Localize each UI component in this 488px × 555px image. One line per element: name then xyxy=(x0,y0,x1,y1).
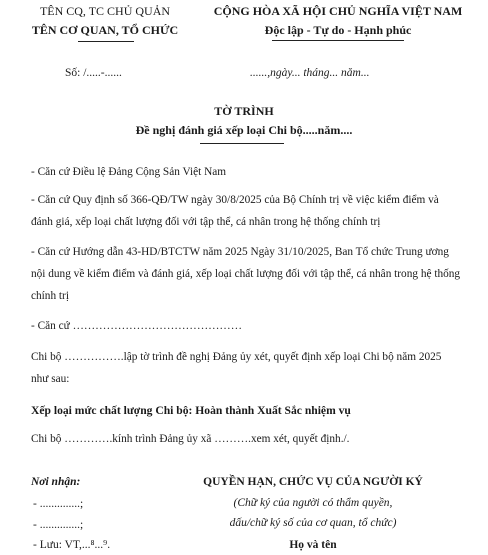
signer-note: (Chữ ký của người có thẩm quyền, xyxy=(233,497,393,509)
basis-regulation-366: - Căn cứ Quy định số 366-QĐ/TW ngày 30/8/2025 của Bộ Chính trị về việc kiểm điểm và đánh giá, xếp loại chất lượng đối với tập thể, cá nhân trong hệ thống chính trị xyxy=(31,194,439,228)
document-subtitle: Đề nghị đánh giá xếp loại Chi bộ.....năm.... xyxy=(135,123,353,137)
country-name: CỘNG HÒA XÃ HỘI CHỦ NGHĨA VIỆT NAM xyxy=(213,4,463,18)
national-motto: Độc lập - Tự do - Hạnh phúc xyxy=(264,23,412,37)
signer-name: Họ và tên xyxy=(289,539,337,551)
recipient-item: - ..............; xyxy=(33,498,84,510)
org-underline xyxy=(78,41,134,42)
proposal-paragraph: Chi bộ …………….lập tờ trình đề nghị Đảng ủy xét, quyết định xếp loại Chi bộ năm 2025 như sau: xyxy=(31,351,442,385)
document-title: TỜ TRÌNH xyxy=(214,104,274,118)
basis-other: - Căn cứ ……………………………………… xyxy=(31,320,243,332)
closing-request: Chi bộ ………….kính trình Đảng ủy xã ……….xem xét, quyết định./. xyxy=(31,433,350,445)
parent-org-name: TÊN CQ, TC CHỦ QUẢN xyxy=(39,4,171,18)
basis-guideline-43: - Căn cứ Hướng dẫn 43-HD/BTCTW năm 2025 Ngày 31/10/2025, Ban Tổ chức Trung ương nội dung về kiểm điểm và đánh giá, xếp loại chất lượng đối với tập thể, cá nhân trong hệ thống chính trị xyxy=(31,246,461,302)
signer-note: dấu/chữ ký số của cơ quan, tổ chức) xyxy=(229,517,397,529)
archive-note: - Lưu: VT,...⁸...⁹. xyxy=(33,539,111,551)
recipient-item: - ..............; xyxy=(33,519,84,531)
quality-rating: Xếp loại mức chất lượng Chi bộ: Hoàn thành Xuất Sắc nhiệm vụ xyxy=(31,404,351,417)
recipients-label: Nơi nhận: xyxy=(31,476,81,488)
motto-underline xyxy=(272,40,404,41)
basis-party-charter: - Căn cứ Điều lệ Đảng Cộng Sản Việt Nam xyxy=(31,166,227,178)
signer-title: QUYỀN HẠN, CHỨC VỤ CỦA NGƯỜI KÝ xyxy=(203,476,423,488)
document-number: Số: /.....-...... xyxy=(65,67,122,79)
org-name: TÊN CƠ QUAN, TỔ CHỨC xyxy=(31,23,179,37)
title-underline xyxy=(200,143,284,144)
date-place: ......,ngày... tháng... năm... xyxy=(250,67,370,79)
